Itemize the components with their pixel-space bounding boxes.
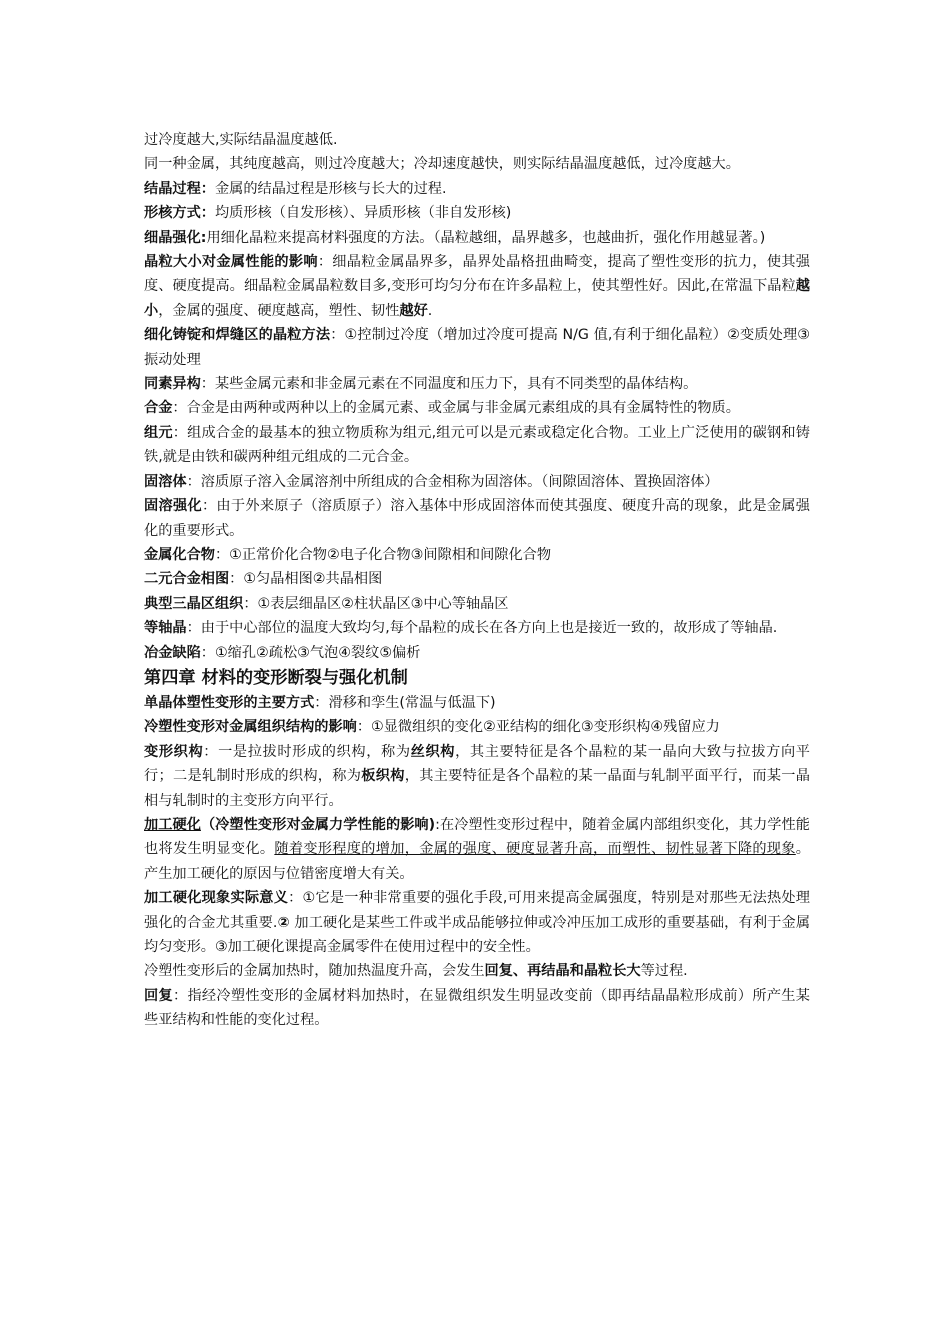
term-label: 冶金缺陷 — [144, 644, 201, 661]
paragraph — [144, 984, 810, 1033]
paragraph — [144, 470, 810, 494]
text-segment: 随着变形程度的增加，金属的强度、硬度显著升高，而塑性、韧性显著下降的现象 — [274, 841, 796, 858]
term-label: 丝织构 — [410, 743, 456, 760]
term-label: 典型三晶区组织 — [144, 595, 244, 612]
text-segment: 加工硬化是某些工件或半成品能够拉伸或冷冲压加工成形的重要基础，有利于金属均匀变形。③加工硬化课提高金属零件在使用过程中的安全性。 — [144, 914, 811, 955]
text-segment: 第四章 材料的变形断裂与强化机制 — [144, 667, 408, 688]
paragraph — [144, 740, 810, 813]
text-segment: 金属的结晶过程是形核与长大的过程. — [214, 180, 447, 197]
text-segment: 冷塑性变形后的金属加热时，随加热温度升高，会发生 — [144, 963, 485, 980]
paragraph — [144, 494, 810, 543]
term-label: 细晶强化: — [144, 229, 207, 246]
paragraph — [144, 201, 810, 225]
term-label: 冷塑性变形对金属组织结构的影响 — [144, 719, 357, 736]
term-label: 回复、再结晶和晶粒长大 — [484, 963, 641, 980]
term-label: 变形织构 — [144, 743, 204, 760]
paragraph — [144, 641, 810, 665]
text-segment: ：由于外来原子（溶质原子）溶入基体中形成固溶体而使其强度、硬度升高的现象，此是金属强化的重要形式。 — [144, 498, 810, 539]
term-label: 单晶体塑性变形的主要方式 — [144, 694, 315, 711]
paragraph — [144, 592, 810, 616]
text-segment: ，其主要特征是各个晶粒的某一晶面与轧制平面平行，而某一晶相与轧制时的主变形方向平行。 — [144, 768, 810, 809]
text-segment: ，金属的强度、硬度越高，塑性、韧性 — [158, 302, 400, 319]
text-segment: 过冷度越大,实际结晶温度越低. — [144, 132, 338, 148]
paragraph — [144, 715, 810, 739]
text-segment: :在冷塑性变形过程中，随着金属内部组织变化，其力学性能也将发生明显变化。 — [144, 816, 810, 858]
text-segment: 用细化晶粒来提高材料强度的方法。（晶粒越细，晶界越多，也越曲折，强化作用越显著。) — [206, 229, 766, 246]
term-label: 越好 — [399, 302, 428, 319]
text-segment: ：①缩孔②疏松③气泡④裂纹⑤偏析 — [200, 644, 421, 661]
text-segment: 等过程. — [640, 963, 688, 980]
term-label: （冷塑性变形对金属力学性能的影响) — [200, 816, 436, 833]
paragraph — [144, 323, 810, 372]
text-segment: ：一是拉拔时形成的织构，称为 — [203, 743, 411, 760]
text-segment: ：①显微组织的变化②亚结构的细化③变形织构④残留应力 — [356, 719, 720, 736]
paragraph — [144, 250, 810, 323]
term-label: 越小 — [144, 278, 810, 319]
paragraph — [144, 152, 810, 176]
term-label: 细化铸锭和焊缝区的晶粒方法 — [144, 327, 331, 344]
term-label: 同素异构 — [144, 376, 201, 393]
document-body — [144, 128, 810, 1033]
text-segment: ：①正常价化合物②电子化合物③间隙相和间隙化合物 — [214, 546, 552, 563]
text-segment: ：合金是由两种或两种以上的金属元素、或金属与非金属元素组成的具有金属特性的物质。 — [172, 400, 740, 417]
paragraph — [144, 128, 810, 152]
text-segment: 均质形核（自发形核）、异质形核（非自发形核) — [214, 205, 512, 222]
term-label: 等轴晶 — [144, 620, 187, 637]
term-label: 固溶强化 — [144, 498, 202, 515]
term-label: 金属化合物 — [144, 546, 215, 563]
term-label: 加工硬化现象实际意义 — [144, 890, 289, 907]
text-segment: ：滑移和孪生(常温与低温下) — [314, 694, 496, 711]
text-segment: ：①匀晶相图②共晶相图 — [229, 571, 383, 588]
text-segment: ：细晶粒金属晶界多，晶界处晶格扭曲畸变，提高了塑性变形的抗力，使其强度、硬度提高。细晶粒金属晶粒数目多,变形可均匀分布在许多晶粒上，使其塑性好。因此,在常温下晶粒 — [144, 254, 810, 295]
text-segment: 。产生加工硬化的原因与位错密度增大有关。 — [144, 841, 810, 882]
paragraph — [144, 886, 810, 959]
term-label: 板织构 — [361, 768, 405, 785]
paragraph — [144, 616, 810, 640]
term-label: 结晶过程： — [144, 180, 215, 197]
paragraph — [144, 543, 810, 567]
term-label: 组元 — [144, 424, 173, 441]
paragraph — [144, 396, 810, 420]
text-segment: . — [427, 302, 433, 319]
paragraph — [144, 226, 810, 250]
paragraph — [144, 177, 810, 201]
text-segment: ：①它是一种非常重要的强化手段,可用来提高金属强度，特别是对那些无法热处理强化的合金尤其重要. — [144, 890, 810, 931]
term-label: ② — [277, 914, 290, 931]
chapter-heading — [144, 665, 810, 691]
paragraph — [144, 691, 810, 715]
paragraph — [144, 959, 810, 983]
text-segment: ：指经冷塑性变形的金属材料加热时，在显微组织发生明显改变前（即再结晶晶粒形成前）所产生某些亚结构和性能的变化过程。 — [144, 987, 810, 1029]
term-label: 固溶体 — [144, 473, 187, 490]
paragraph — [144, 421, 810, 470]
paragraph — [144, 372, 810, 396]
term-label: 回复 — [144, 987, 173, 1004]
text-segment: ，其主要特征是各个晶粒的某一晶向大致与拉拔方向平行；二是轧制时形成的织构，称为 — [144, 743, 810, 785]
text-segment: ：某些金属元素和非金属元素在不同温度和压力下，具有不同类型的晶体结构。 — [200, 376, 698, 393]
text-segment: ：溶质原子溶入金属溶剂中所组成的合金相称为固溶体。（间隙固溶体、置换固溶体） — [186, 473, 719, 490]
term-label: 二元合金相图 — [144, 571, 230, 588]
text-segment: ：①表层细晶区②柱状晶区③中心等轴晶区 — [243, 595, 509, 612]
paragraph — [144, 813, 810, 886]
text-segment: ：由于中心部位的温度大致均匀,每个晶粒的成长在各方向上也是接近一致的，故形成了等轴晶. — [186, 620, 778, 637]
paragraph — [144, 567, 810, 591]
term-label: 形核方式： — [144, 205, 215, 222]
term-label: 加工硬化 — [144, 816, 201, 833]
term-label: 合金 — [144, 400, 173, 417]
text-segment: 同一种金属，其纯度越高，则过冷度越大；冷却速度越快，则实际结晶温度越低，过冷度越大。 — [144, 156, 740, 173]
term-label: 晶粒大小对金属性能的影响 — [144, 254, 318, 271]
text-segment: ：组成合金的最基本的独立物质称为组元,组元可以是元素或稳定化合物。工业上广泛使用的碳钢和铸铁,就是由铁和碳两种组元组成的二元合金。 — [144, 424, 810, 466]
text-segment: ：①控制过冷度（增加过冷度可提高 N/G 值,有利于细化晶粒）②变质处理③振动处理 — [144, 327, 810, 368]
